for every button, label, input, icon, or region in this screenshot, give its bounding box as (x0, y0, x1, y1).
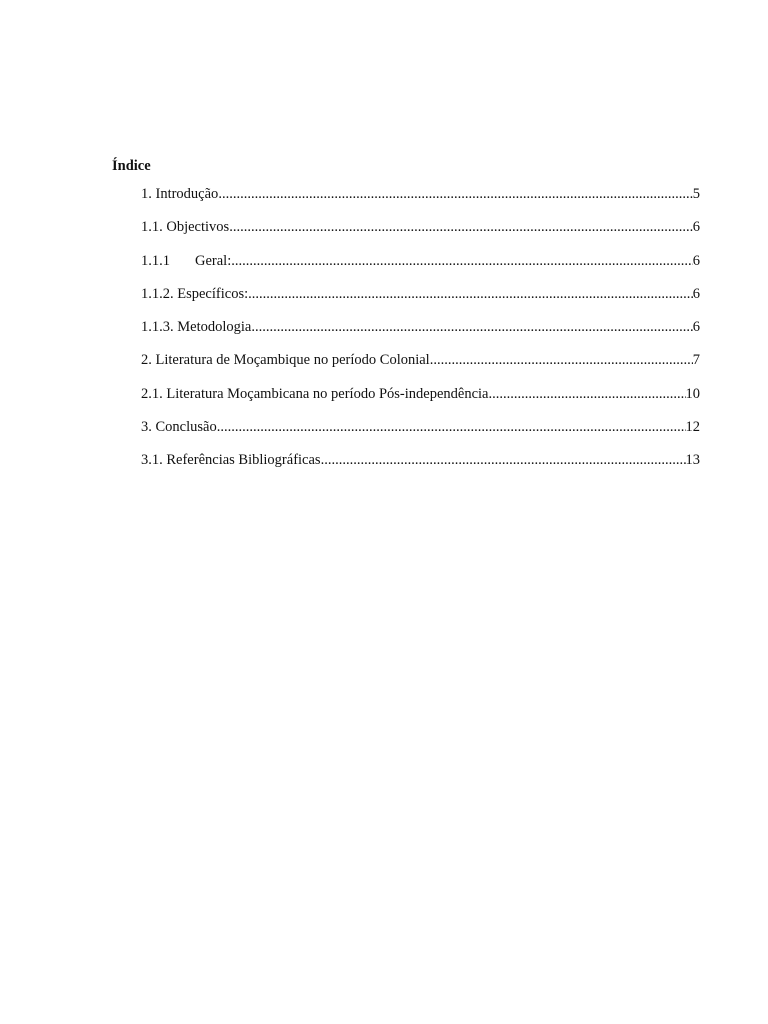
toc-leader-dots (430, 351, 693, 369)
toc-leader-dots (321, 451, 686, 469)
toc-entry-label: 1.1.3. Metodologia (141, 319, 252, 336)
toc-entry-label: 3. Conclusão (141, 419, 217, 436)
toc-entry-label: 2.1. Literatura Moçambicana no período Pós-independência (141, 385, 489, 402)
toc-entry[interactable] (141, 185, 700, 218)
toc-leader-dots (229, 218, 693, 236)
toc-entry-page: 12 (685, 419, 700, 436)
toc-entry[interactable] (141, 285, 700, 318)
toc-entry-page: 6 (692, 219, 700, 236)
toc-entry[interactable] (141, 351, 700, 384)
toc-entry-label: 1. Introdução (141, 186, 219, 202)
toc-entry-number: 1.1.1 (141, 252, 170, 269)
toc-entry-label: 1.1.2. Específicos: (141, 285, 249, 302)
toc-entry-page: 6 (692, 252, 700, 269)
toc-entry-label: 2. Literatura de Moçambique no período Colonial (141, 352, 430, 369)
toc-leader-dots (231, 252, 693, 270)
toc-title: Índice (112, 158, 151, 174)
toc-entry-page: 6 (692, 285, 700, 302)
toc-entry-label: 1.1. Objectivos (141, 219, 230, 236)
toc-entry[interactable] (141, 252, 700, 285)
toc-entry-page: 13 (685, 452, 700, 469)
toc-entry-page: 6 (692, 319, 700, 336)
toc-leader-dots (251, 318, 692, 336)
toc-leader-dots (218, 185, 692, 203)
toc-leader-dots (217, 418, 686, 436)
toc-entry[interactable] (141, 385, 700, 418)
toc-entry-page: 5 (692, 186, 700, 202)
toc-list (141, 185, 700, 485)
toc-leader-dots (488, 385, 685, 403)
toc-entry-page: 10 (685, 385, 700, 402)
toc-leader-dots (248, 285, 693, 303)
toc-entry-label (141, 252, 231, 270)
toc-entry[interactable] (141, 418, 700, 451)
toc-entry[interactable] (141, 318, 700, 351)
toc-entry-page: 7 (692, 352, 700, 369)
toc-entry[interactable] (141, 451, 700, 484)
toc-entry[interactable] (141, 218, 700, 251)
toc-entry-text: Geral: (195, 252, 232, 269)
toc-entry-label: 3.1. Referências Bibliográficas (141, 452, 321, 469)
